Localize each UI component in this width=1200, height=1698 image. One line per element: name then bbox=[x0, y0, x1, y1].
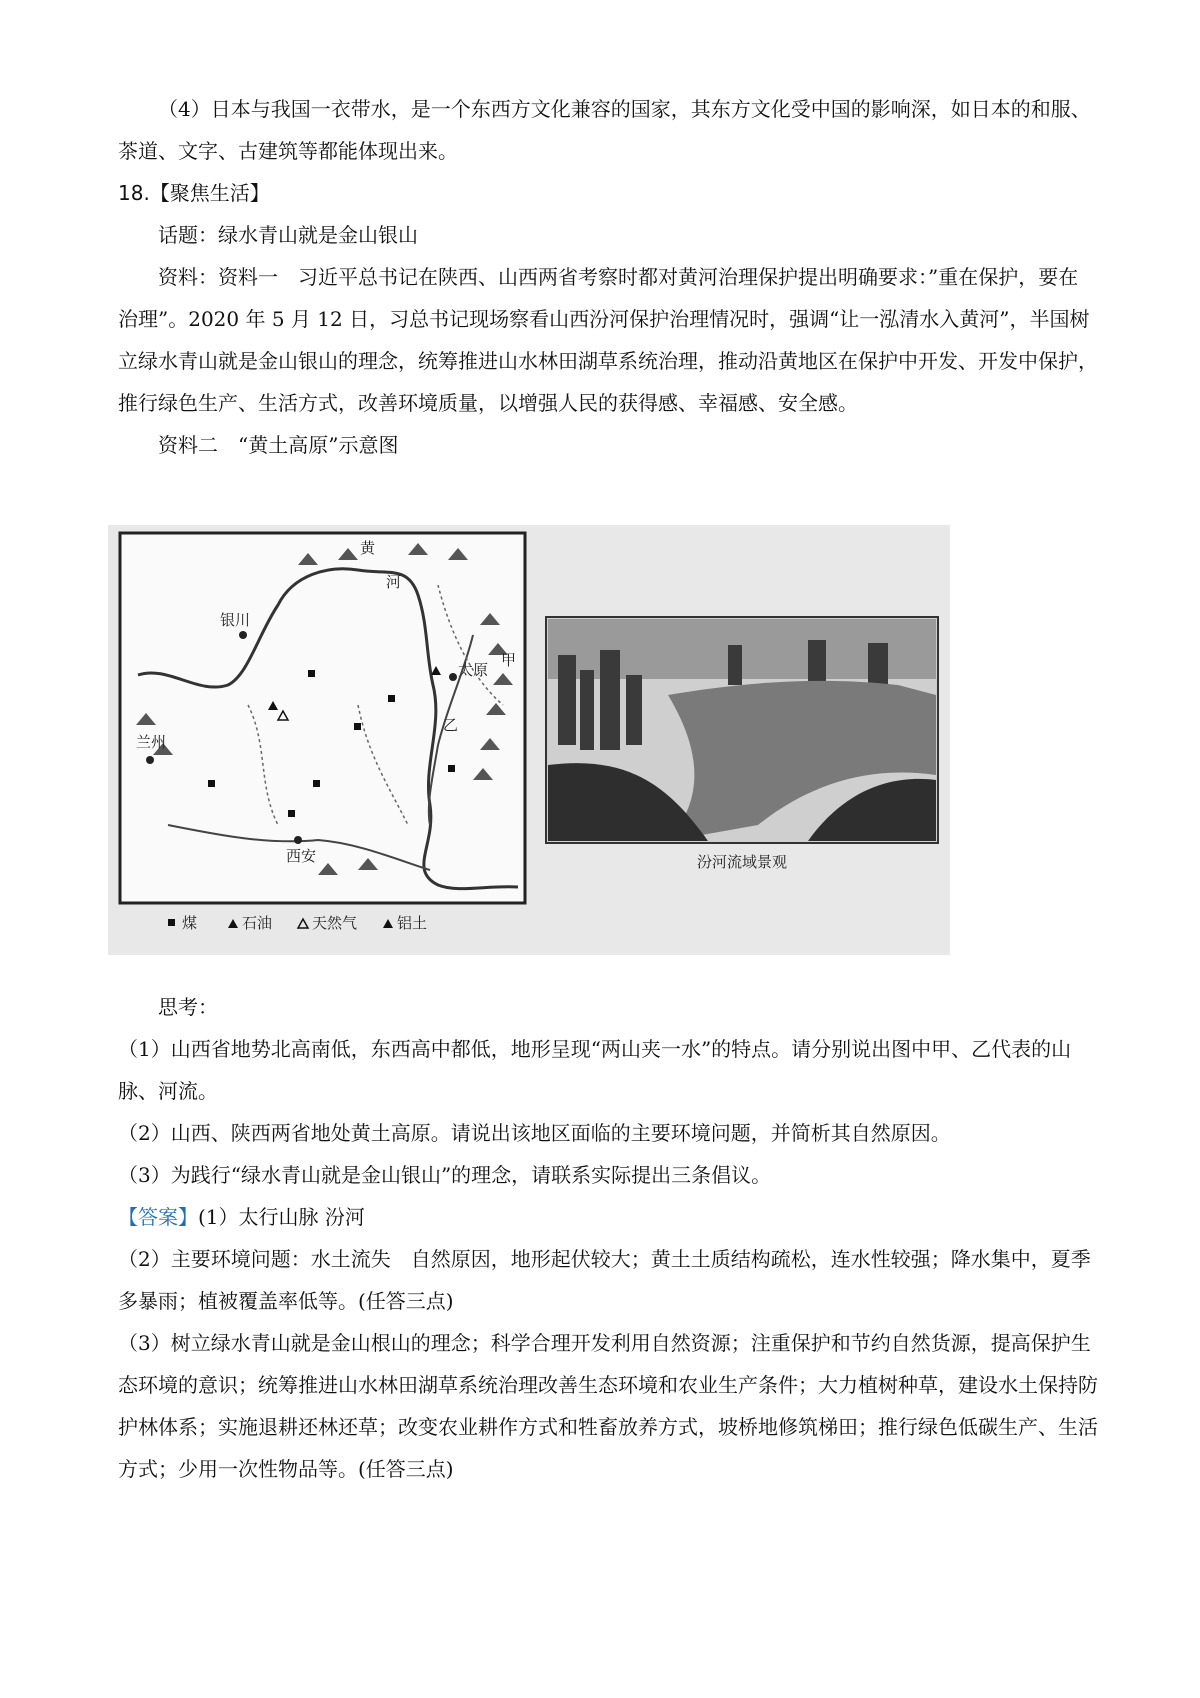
coal-marker bbox=[354, 723, 361, 730]
photo-building bbox=[580, 670, 594, 750]
coal-marker bbox=[288, 810, 295, 817]
answer-3: （3）树立绿水青山就是金山根山的理念；科学合理开发利用自然资源；注重保护和节约自然货源，提高保护生态环境的意识；统筹推进山水林田湖草系统治理改善生态环境和农业生产条件；大力植树种草，建设水土保持防护林体系；实施退耕还林还草；改变农业耕作方式和牲畜放养方式，坡桥地修筑梯田；推行绿色低碳生产、生活方式；少用一次性物品等。(任答三点) bbox=[118, 1331, 1098, 1481]
city-dot-xian bbox=[294, 836, 302, 844]
answer-1: (1）太行山脉 汾河 bbox=[198, 1205, 365, 1229]
fen-river-photo bbox=[546, 617, 938, 871]
coal-marker bbox=[388, 695, 395, 702]
label-taiyuan: 太原 bbox=[458, 661, 489, 679]
answer-1-line bbox=[118, 1196, 1098, 1238]
question-3: （3）为践行“绿水青山就是金山银山”的理念，请联系实际提出三条倡议。 bbox=[118, 1163, 772, 1187]
photo-building bbox=[808, 640, 826, 685]
photo-building bbox=[728, 645, 742, 685]
question-18-title: 18.【聚焦生活】 bbox=[118, 181, 270, 205]
question-2: （2）山西、陕西两省地处黄土高原。请说出该地区面临的主要环境问题，并简析其自然原因。 bbox=[118, 1121, 951, 1145]
coal-marker bbox=[208, 780, 215, 787]
material-one: 资料：资料一 习近平总书记在陕西、山西两省考察时都对黄河治理保护提出明确要求：”重在保护，要在治理”。2020 年 5 月 12 日，习总书记现场察看山西汾河保护治理情况时，强调“让一泓清水入黄河”，半国树立绿水青山就是金山银山的理念，统筹推进山水林田湖草系统治理，推动沿黄地区在保护中开发、开发中保护，推行绿色生产、生活方式，改善环境质量，以增强人民的获得感、幸福感、安全感。 bbox=[118, 265, 1098, 415]
label-lanzhou: 兰州 bbox=[136, 733, 167, 751]
answer-label: 【答案】 bbox=[118, 1205, 198, 1229]
label-river-huang: 黄 bbox=[360, 539, 376, 557]
city-dot-yinchuan bbox=[239, 631, 247, 639]
photo-caption: 汾河流域景观 bbox=[696, 853, 788, 871]
legend-coal: 煤 bbox=[182, 914, 198, 932]
map-frame bbox=[120, 533, 525, 903]
legend-oil: 石油 bbox=[242, 914, 273, 932]
loess-plateau-figure bbox=[108, 525, 950, 955]
label-yi: 乙 bbox=[443, 716, 459, 734]
photo-building bbox=[558, 655, 576, 745]
answer-2: （2）主要环境问题：水土流失 自然原因，地形起伏较大；黄土土质结构疏松，连水性较强；降水集中，夏季多暴雨；植被覆盖率低等。(任答三点) bbox=[118, 1247, 1091, 1313]
city-dot-taiyuan bbox=[449, 673, 457, 681]
photo-building bbox=[626, 675, 642, 745]
legend-bauxite: 铝土 bbox=[397, 914, 428, 932]
question-1: （1）山西省地势北高南低，东西高中都低，地形呈现“两山夹一水”的特点。请分别说出图中甲、乙代表的山脉、河流。 bbox=[118, 1037, 1072, 1103]
coal-marker bbox=[313, 780, 320, 787]
legend-coal-symbol bbox=[168, 919, 175, 926]
legend-gas: 天然气 bbox=[312, 914, 358, 932]
think-label: 思考： bbox=[158, 995, 218, 1019]
material-two-title: 资料二 “黄土高原”示意图 bbox=[158, 433, 399, 457]
coal-marker bbox=[448, 765, 455, 772]
topic-line: 话题：绿水青山就是金山银山 bbox=[158, 223, 418, 247]
q17-part4: （4）日本与我国一衣带水，是一个东西方文化兼容的国家，其东方文化受中国的影响深，如日本的和服、茶道、文字、古建筑等都能体现出来。 bbox=[118, 97, 1091, 163]
city-dot-lanzhou bbox=[146, 756, 154, 764]
coal-marker bbox=[308, 670, 315, 677]
loess-plateau-map bbox=[120, 533, 525, 903]
label-yinchuan: 银川 bbox=[220, 611, 251, 629]
label-xian: 西安 bbox=[286, 847, 317, 865]
label-jia: 甲 bbox=[501, 651, 517, 669]
label-river-he: 河 bbox=[386, 573, 402, 591]
photo-building bbox=[600, 650, 620, 750]
